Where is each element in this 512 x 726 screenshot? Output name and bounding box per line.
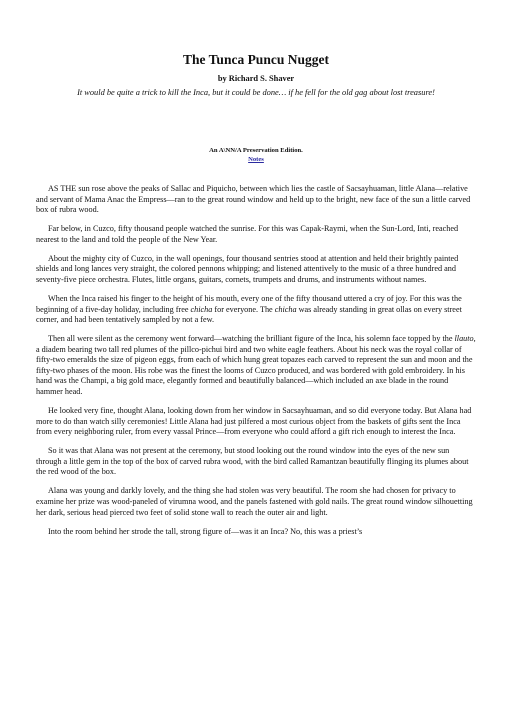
paragraph-text: Into the room behind her strode the tall, strong figure of—was it an Inca? No, this was a priest’s (48, 526, 363, 536)
story-byline: by Richard S. Shaver (217, 74, 295, 83)
paragraph-text: for everyone. The (212, 304, 275, 314)
paragraph-text: He looked very fine, thought Alana, looking down from her window in Sacsayhuaman, and so did everyone today. But Alana had more to do than watch silly ceremonies! Little Alana had just pilfered a most curious object from the baskets of gifts sent the Inca from every neighboring ruler, from every vassal Prince—from everyone who could afford a gift rich enough to interest the Inca. (36, 406, 472, 437)
paragraph-text: So it was that Alana was not present at the ceremony, but stood looking out the round window into the eyes of the new sun through a little gem in the top of the box of carved rubra wood, with the bird called Ramantzan beautifully flinging its plumes about the red wood of the box. (36, 446, 469, 477)
notes-link[interactable]: Notes (248, 156, 264, 163)
story-teaser: It would be quite a trick to kill the Inca, but it could be done… if he fell for the old gag about lost treasure! (77, 88, 435, 97)
story-paragraph (36, 184, 476, 216)
story-paragraph (36, 527, 476, 538)
paragraph-text: a diadem bearing two tall red plumes of the pillco-pichui bird and two white eagle feathers. About his neck was the royal collar of fifty-two emeralds the size of pigeon eggs, from each of which hung great topazes each carved to represent the sun and moon and the fifty-two phases of the moon. His robe was the finest the looms of Cuzco produced, and was bordered with gold embroidery. In his hand was the Champi, a big gold mace, elegantly formed and beautifully balanced—which included an axe blade in the round hammer head. (36, 344, 473, 397)
edition-suffix: Preservation Edition. (241, 147, 303, 154)
paragraph-text: Then all were silent as the ceremony went forward—watching the brilliant figure of the Inca, his solemn face topped by the (48, 334, 455, 344)
italic-text: llauto, (454, 334, 476, 344)
story-paragraph (36, 446, 476, 478)
paragraph-text: Alana was young and darkly lovely, and the thing she had stolen was very beautiful. The room she had chosen for privacy to examine her prize was wood-paneled of virumna wood, and the panels fastened with gold nails. The great round window silhouetting her dark, serious head pierced two feet of solid stone wall to reach the outer air and light. (36, 486, 473, 517)
story-title: The Tunca Puncu Nugget (183, 52, 329, 67)
paragraph-text: When the Inca raised his finger to the height of his mouth, every one of the fifty thousand uttered a cry of joy. For this was the beginning of a five-day holiday, including free (36, 293, 462, 314)
edition-note (36, 146, 476, 164)
story-paragraph (36, 294, 476, 326)
story-paragraph (36, 334, 476, 398)
edition-brand: A\NN/A (218, 147, 242, 154)
italic-text: chicha (190, 304, 213, 314)
story-body (36, 184, 476, 537)
story-paragraph (36, 406, 476, 438)
paragraph-text: was already standing in great ollas on every street corner, and had been tentatively sampled by not a few. (36, 304, 462, 325)
paragraph-text: AS THE sun rose above the peaks of Sallac and Piquicho, between which lies the castle of Sacsayhuaman, little Alana—relative and servant of Mama Anac the Empress—ran to the great round window and held up to the bright, new face of the sun a little carved box of rubra wood. (36, 184, 471, 215)
edition-prefix: An (209, 147, 219, 154)
paragraph-text: Far below, in Cuzco, fifty thousand people watched the sunrise. For this was Capak-Raymi, when the Sun-Lord, Inti, reached nearest to the land and told the people of the New Year. (36, 224, 459, 244)
story-paragraph (36, 254, 476, 286)
story-paragraph (36, 486, 476, 518)
story-paragraph (36, 224, 476, 245)
italic-text: chicha (274, 304, 297, 314)
paragraph-text: About the mighty city of Cuzco, in the wall openings, four thousand sentries stood at attention and held their brightly painted shields and long lances very straight, the colored pennons whipping; and listened attentively to the music of a three hundred and seventy-five piece orchestra. Flutes, little organs, guitars, cornets, trumpets and drums, and instruments without names. (36, 253, 459, 284)
